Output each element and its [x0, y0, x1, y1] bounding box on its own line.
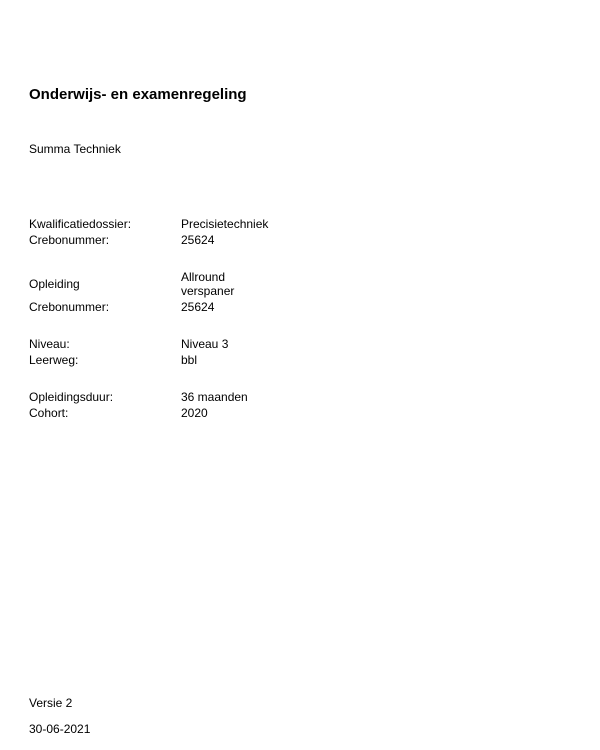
- field-label-opleidingsduur: Opleidingsduur:: [29, 390, 114, 404]
- field-label-niveau: Niveau:: [29, 337, 70, 351]
- version-label: Versie 2: [29, 696, 73, 710]
- field-value-opleidingsduur: 36 maanden: [181, 390, 248, 404]
- field-value-kwalificatiedossier: Precisietechniek: [181, 217, 269, 231]
- field-value-cohort: 2020: [181, 406, 208, 420]
- page-title: Onderwijs- en examenregeling: [29, 86, 247, 103]
- document-date: 30-06-2021: [29, 722, 91, 736]
- field-label-crebonummer-opleiding: Crebonummer:: [29, 300, 110, 314]
- field-label-leerweg: Leerweg:: [29, 353, 79, 367]
- field-value-crebonummer-dossier: 25624: [181, 233, 215, 247]
- organisation-name: Summa Techniek: [29, 142, 121, 156]
- field-label-kwalificatiedossier: Kwalificatiedossier:: [29, 217, 132, 231]
- field-label-crebonummer-dossier: Crebonummer:: [29, 233, 110, 247]
- field-value-niveau: Niveau 3: [181, 337, 229, 351]
- field-value-opleiding: Allround verspaner: [181, 270, 235, 298]
- field-value-leerweg: bbl: [181, 353, 198, 367]
- field-value-crebonummer-opleiding: 25624: [181, 300, 215, 314]
- field-label-cohort: Cohort:: [29, 406, 69, 420]
- field-label-opleiding: Opleiding: [29, 277, 80, 291]
